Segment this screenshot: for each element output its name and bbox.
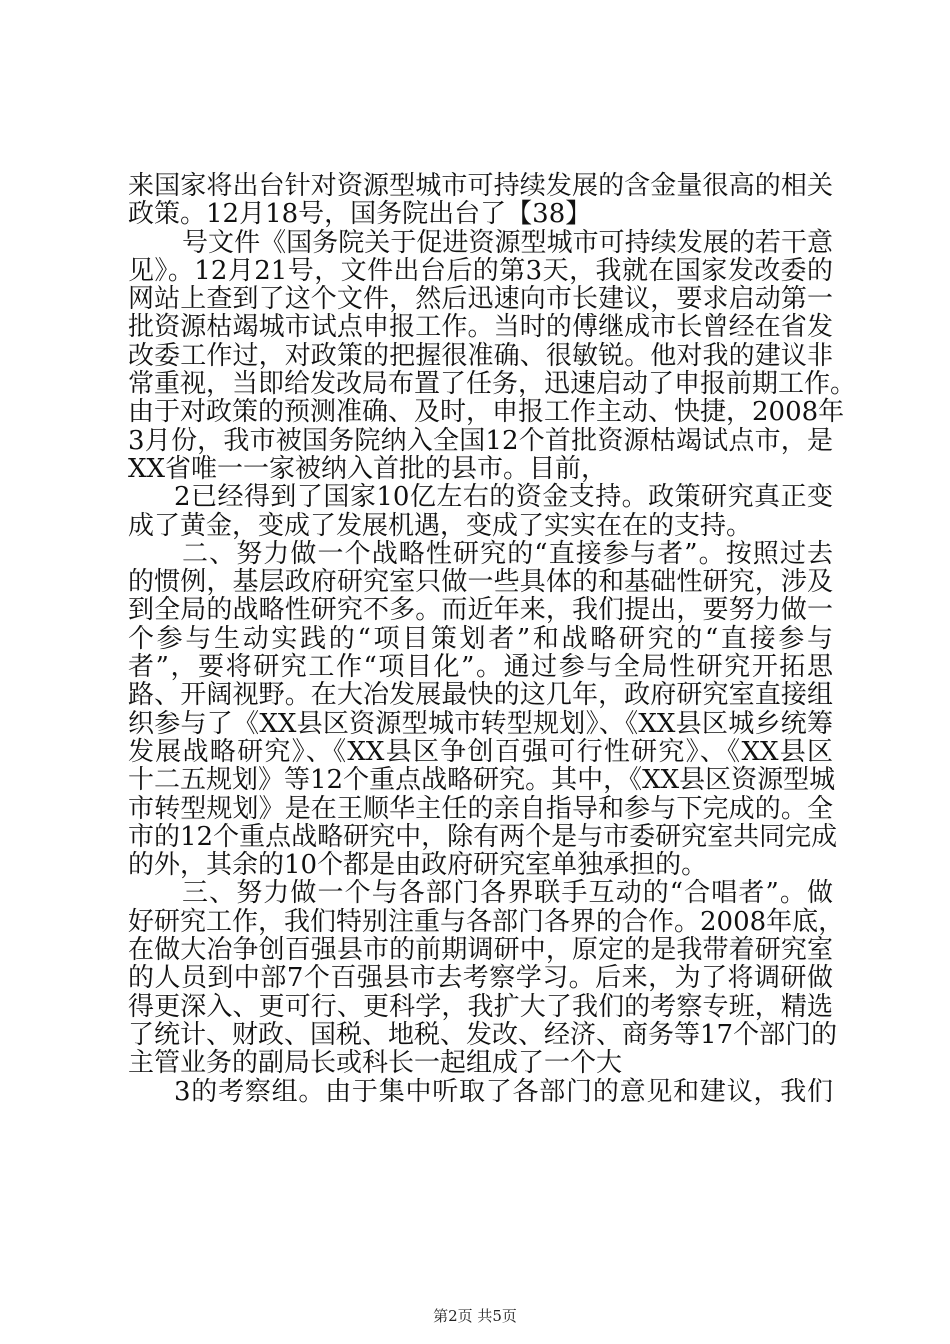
text-line: 3月份，我市被国务院纳入全国12个首批资源枯竭试点市，是 [128, 425, 833, 456]
section-heading-line: 二、努力做一个战略性研究的“直接参与者”。按照过去 [182, 538, 833, 569]
text-line: 政策。12月18号，国务院出台了【38】 [128, 199, 592, 230]
text-line: 见》。12月21号，文件出台后的第3天，我就在国家发改委的 [128, 255, 833, 286]
text-line: 个参与生动实践的“项目策划者”和战略研究的“直接参与 [128, 623, 833, 654]
text-line: 由于对政策的预测准确、及时，申报工作主动、快捷，2008年 [128, 397, 845, 428]
text-line: 十二五规划》等12个重点战略研究。其中，《XX县区资源型城 [128, 765, 836, 796]
document-body [128, 171, 857, 1107]
text-line: 的外，其余的10个都是由政府研究室单独承担的。 [128, 850, 708, 881]
text-line: 市转型规划》是在王顺华主任的亲自指导和参与下完成的。全 [128, 793, 833, 824]
text-line: 来国家将出台针对资源型城市可持续发展的含金量很高的相关 [128, 171, 833, 201]
text-line: 好研究工作，我们特别注重与各部门各界的合作。2008年底， [128, 906, 845, 937]
text-line: 市的12个重点战略研究中，除有两个是与市委研究室共同完成 [128, 821, 838, 852]
text-line: 批资源枯竭城市试点申报工作。当时的傅继成市长曾经在省发 [128, 312, 833, 343]
text-line: 得更深入、更可行、更科学，我扩大了我们的考察专班，精选 [128, 991, 833, 1022]
text-line: 号文件《国务院关于促进资源型城市可持续发展的若干意 [182, 227, 833, 258]
text-line: 成了黄金，变成了发展机遇，变成了实实在在的支持。 [128, 510, 753, 541]
text-line: 的惯例，基层政府研究室只做一些具体的和基础性研究，涉及 [128, 567, 833, 598]
text-line: 到全局的战略性研究不多。而近年来，我们提出，要努力做一 [128, 595, 833, 626]
text-line: 在做大冶争创百强县市的前期调研中，原定的是我带着研究室 [128, 935, 833, 966]
text-line: 常重视，当即给发改局布置了任务，迅速启动了申报前期工作。 [128, 369, 857, 400]
text-line: 织参与了《XX县区资源型城市转型规划》、《XX县区城乡统筹 [128, 708, 833, 739]
text-line: 网站上查到了这个文件，然后迅速向市长建议，要求启动第一 [128, 284, 833, 315]
text-line: 2已经得到了国家10亿左右的资金支持。政策研究真正变 [174, 482, 833, 513]
text-line: 路、开阔视野。在大冶发展最快的这几年，政府研究室直接组 [128, 680, 833, 711]
text-line: 3的考察组。由于集中听取了各部门的意见和建议，我们 [174, 1076, 833, 1107]
page-number-footer: 第2页 共5页 [433, 1307, 517, 1325]
text-line: 主管业务的副局长或科长一起组成了一个大 [128, 1048, 623, 1079]
text-line: 发展战略研究》、《XX县区争创百强可行性研究》、《XX县区 [128, 736, 833, 767]
text-line: XX省唯一一家被纳入首批的县市。目前， [128, 453, 608, 484]
text-line: 的人员到中部7个百强县市去考察学习。后来，为了将调研做 [128, 963, 833, 994]
text-line: 改委工作过，对政策的把握很准确、很敏锐。他对我的建议非 [128, 340, 833, 371]
section-heading-line: 三、努力做一个与各部门各界联手互动的“合唱者”。做 [182, 878, 833, 909]
text-line: 了统计、财政、国税、地税、发改、经济、商务等17个部门的 [128, 1019, 838, 1050]
text-line: 者”，要将研究工作“项目化”。通过参与全局性研究开拓思 [128, 652, 833, 683]
